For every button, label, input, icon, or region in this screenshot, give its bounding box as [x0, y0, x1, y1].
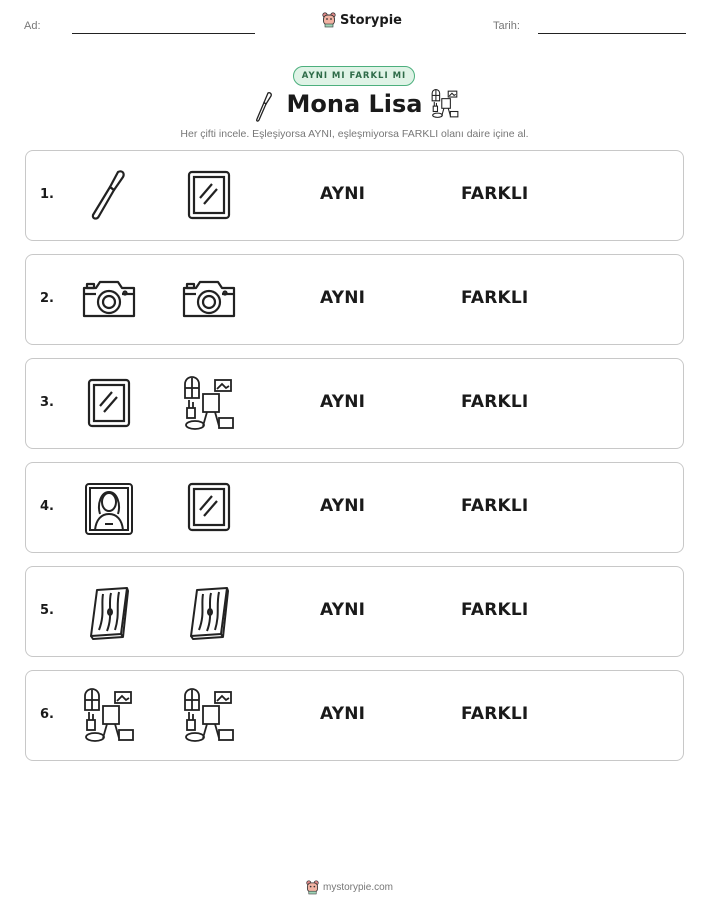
storypie-mascot-icon — [322, 12, 336, 28]
wood-panel-icon — [81, 584, 137, 640]
page-title: Mona Lisa — [286, 90, 423, 118]
footer — [306, 880, 393, 895]
different-option[interactable]: FARKLI — [461, 704, 529, 724]
art-studio-icon — [81, 688, 137, 744]
pair-row — [25, 358, 684, 449]
art-studio-title-icon — [430, 89, 460, 119]
different-option[interactable]: FARKLI — [461, 392, 529, 412]
different-option[interactable]: FARKLI — [461, 184, 529, 204]
same-option[interactable]: AYNI — [320, 288, 366, 308]
pair-row — [25, 150, 684, 241]
date-label: Tarih: — [493, 20, 520, 32]
same-option[interactable]: AYNI — [320, 600, 366, 620]
camera-icon — [181, 272, 237, 328]
instructions: Her çifti incele. Eşleşiyorsa AYNI, eşleşmiyorsa FARKLI olanı daire içine al. — [180, 128, 529, 140]
same-option[interactable]: AYNI — [320, 392, 366, 412]
paintbrush-icon — [81, 168, 137, 224]
name-label: Ad: — [24, 20, 41, 32]
row-number: 3. — [40, 395, 54, 410]
pair-row — [25, 462, 684, 553]
pair-row — [25, 566, 684, 657]
row-number: 1. — [40, 187, 54, 202]
row-number: 5. — [40, 603, 54, 618]
different-option[interactable]: FARKLI — [461, 496, 529, 516]
same-option[interactable]: AYNI — [320, 496, 366, 516]
name-field[interactable] — [72, 33, 255, 34]
date-field[interactable] — [538, 33, 686, 34]
brand-name: Storypie — [340, 12, 402, 28]
brand-logo — [322, 12, 402, 28]
row-number: 6. — [40, 707, 54, 722]
frame-icon — [181, 168, 237, 224]
pair-row — [25, 254, 684, 345]
art-studio-icon — [181, 688, 237, 744]
art-studio-icon — [181, 376, 237, 432]
wood-panel-icon — [181, 584, 237, 640]
pair-row — [25, 670, 684, 761]
storypie-mascot-icon — [306, 880, 319, 895]
same-option[interactable]: AYNI — [320, 704, 366, 724]
frame-icon — [81, 376, 137, 432]
row-number: 4. — [40, 499, 54, 514]
row-number: 2. — [40, 291, 54, 306]
same-option[interactable]: AYNI — [320, 184, 366, 204]
worksheet-type-badge: AYNI MI FARKLI MI — [293, 66, 415, 86]
mona-lisa-portrait-icon — [81, 480, 137, 536]
camera-icon — [81, 272, 137, 328]
footer-url[interactable]: mystorypie.com — [323, 882, 394, 893]
different-option[interactable]: FARKLI — [461, 600, 529, 620]
frame-icon — [181, 480, 237, 536]
different-option[interactable]: FARKLI — [461, 288, 529, 308]
